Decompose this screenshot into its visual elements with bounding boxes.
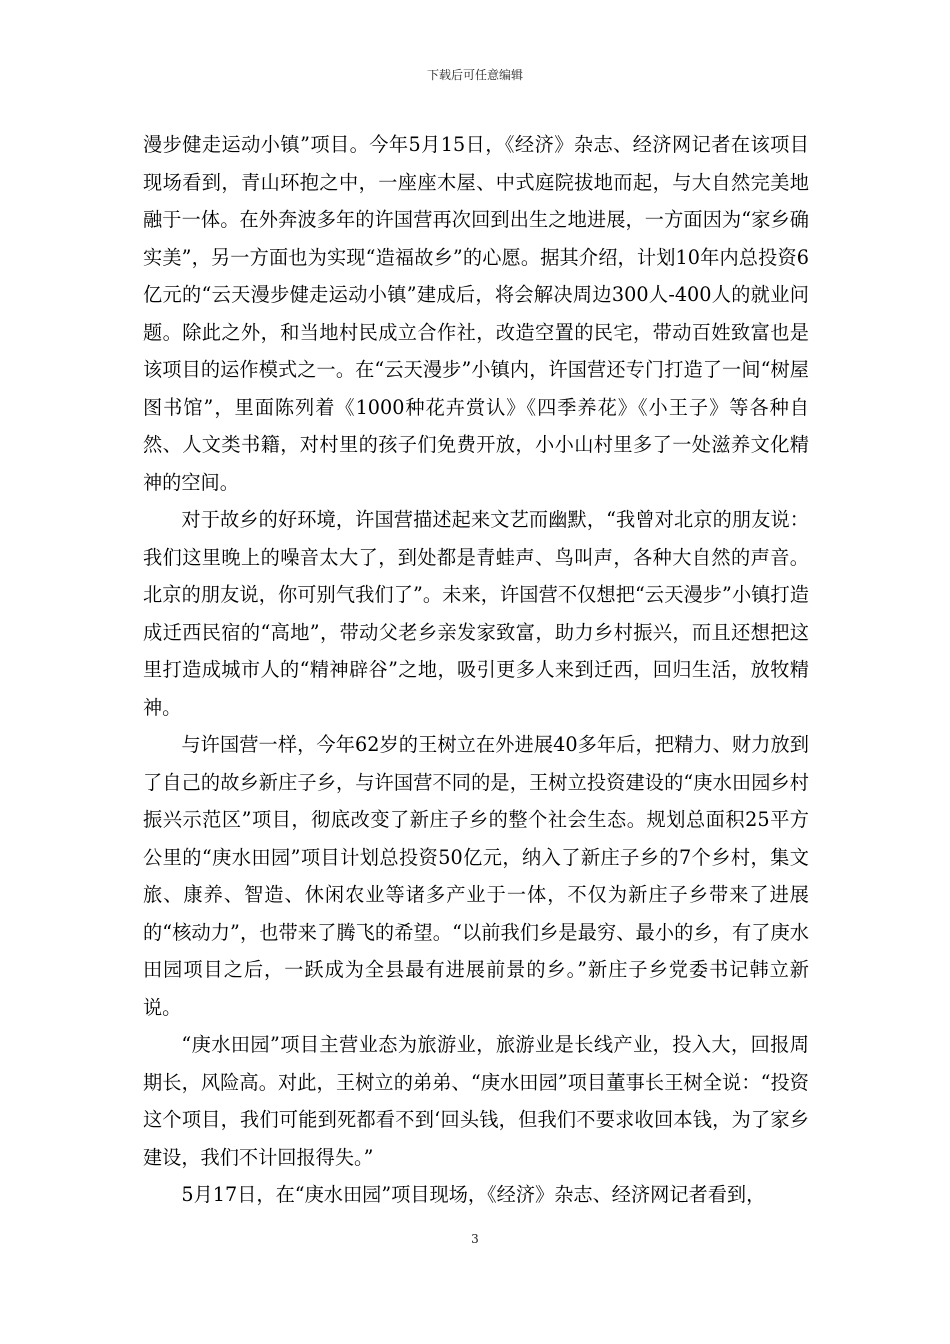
paragraph-3: 与许国营一样，今年62岁的王树立在外进展40多年后，把精力、财力放到了自己的故乡新庄子乡，与许国营不同的是，王树立投资建设的“庚水田园乡村振兴示范区”项目，彻底改变了新庄子乡的整个社会生态。规划总面积25平方公里的“庚水田园”项目计划总投资50亿元，纳入了新庄子乡的7个乡村，集文旅、康养、智造、休闲农业等诸多产业于一体，不仅为新庄子乡带来了进展的“核动力”，也带来了腾飞的希望。“以前我们乡是最穷、最小的乡，有了庚水田园项目之后，一跃成为全县最有进展前景的乡。”新庄子乡党委书记韩立新说。 — [143, 733, 809, 1019]
paragraph-2: 对于故乡的好环境，许国营描述起来文艺而幽默，“我曾对北京的朋友说：我们这里晚上的噪音太大了，到处都是青蛙声、鸟叫声，各种大自然的声音。北京的朋友说，你可别气我们了”。未来，许国营不仅想把“云天漫步”小镇打造成迁西民宿的“高地”，带动父老乡亲发家致富，助力乡村振兴，而且还想把这里打造成城市人的“精神辟谷”之地，吸引更多人来到迁西，回归生活，放牧精神。 — [143, 508, 809, 719]
paragraph-1: 漫步健走运动小镇”项目。今年5月15日，《经济》杂志、经济网记者在该项目现场看到，青山环抱之中，一座座木屋、中式庭院拔地而起，与大自然完美地融于一体。在外奔波多年的许国营再次回到出生之地进展，一方面因为“家乡确实美”，另一方面也为实现“造福故乡”的心愿。据其介绍，计划10年内总投资6亿元的“云天漫步健走运动小镇”建成后，将会解决周边300人-400人的就业问题。除此之外，和当地村民成立合作社，改造空置的民宅，带动百姓致富也是该项目的运作模式之一。在“云天漫步”小镇内，许国营还专门打造了一间“树屋图书馆”，里面陈列着《1000种花卉赏认》《四季养花》《小王子》等各种自然、人文类书籍，对村里的孩子们免费开放，小小山村里多了一处滋养文化精神的空间。 — [143, 133, 809, 494]
document-body — [143, 126, 809, 1214]
paragraph-5: 5月17日，在“庚水田园”项目现场，《经济》杂志、经济网记者看到， — [181, 1183, 766, 1206]
paragraph-4: “庚水田园”项目主营业态为旅游业，旅游业是长线产业，投入大，回报周期长，风险高。对此，王树立的弟弟、“庚水田园”项目董事长王树全说：“投资这个项目，我们可能到死都看不到‘回头钱，但我们不要求收回本钱，为了家乡建设，我们不计回报得失。” — [143, 1033, 809, 1169]
page-number: 3 — [471, 1232, 479, 1246]
page-header: 下载后可任意编辑 — [426, 68, 523, 82]
